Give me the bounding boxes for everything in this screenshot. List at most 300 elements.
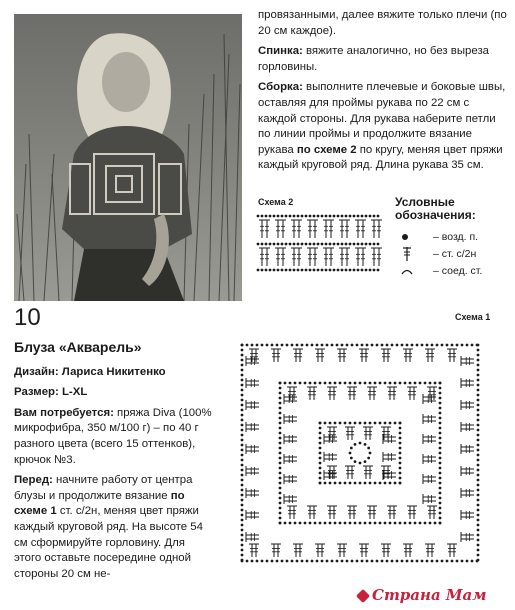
chain-stitch-dot xyxy=(477,354,480,357)
chain-stitch-dot xyxy=(477,484,480,487)
chain-stitch-dot xyxy=(477,554,480,557)
double-crochet-symbol xyxy=(367,466,373,479)
chain-stitch-dot xyxy=(309,522,312,525)
chain-stitch-icon xyxy=(395,232,433,242)
chain-stitch-dot xyxy=(279,517,282,520)
chain-stitch-dot xyxy=(321,344,324,347)
chain-stitch-dot xyxy=(337,269,340,272)
double-crochet-symbol xyxy=(323,220,329,238)
chain-stitch-dot xyxy=(284,382,287,385)
chain-stitch-dot xyxy=(369,422,372,425)
double-crochet-symbol xyxy=(259,220,265,238)
chain-stitch-dot xyxy=(353,243,356,246)
chain-stitch-dot xyxy=(251,560,254,563)
chain-stitch-dot xyxy=(241,414,244,417)
chain-stitch-dot xyxy=(333,215,336,218)
chain-stitch-dot xyxy=(241,464,244,467)
assembly-paragraph xyxy=(258,80,508,174)
chain-stitch-dot xyxy=(291,344,294,347)
double-crochet-symbol xyxy=(339,220,345,238)
chain-stitch-dot xyxy=(279,432,282,435)
chain-stitch-dot xyxy=(241,434,244,437)
double-crochet-symbol xyxy=(331,387,337,400)
chain-stitch-dot xyxy=(371,344,374,347)
chain-stitch-dot xyxy=(477,539,480,542)
chain-stitch-dot xyxy=(477,394,480,397)
chain-stitch-dot xyxy=(277,269,280,272)
chain-stitch-dot xyxy=(289,243,292,246)
chain-stitch-dot xyxy=(409,522,412,525)
chain-stitch-dot xyxy=(456,344,459,347)
chain-stitch-dot xyxy=(329,422,332,425)
chain-stitch-dot xyxy=(456,560,459,563)
chain-stitch-dot xyxy=(461,560,464,563)
chain-stitch-dot xyxy=(241,549,244,552)
chain-stitch-dot xyxy=(391,560,394,563)
chain-stitch-dot xyxy=(294,382,297,385)
chain-stitch-dot xyxy=(477,544,480,547)
chain-stitch-dot xyxy=(281,269,284,272)
chain-stitch-dot xyxy=(353,215,356,218)
chain-stitch-dot xyxy=(241,559,244,562)
chain-stitch-dot xyxy=(285,215,288,218)
double-crochet-symbol xyxy=(461,488,474,494)
double-crochet-symbol xyxy=(319,349,325,362)
chain-stitch-dot xyxy=(439,397,442,400)
chain-stitch-dot xyxy=(399,437,402,440)
chain-stitch-dot xyxy=(241,444,244,447)
double-crochet-symbol xyxy=(246,466,259,472)
front-text: начните работу от центра блузы и продолжите вязание xyxy=(14,474,193,502)
assembly-scheme-ref: по схеме 2 xyxy=(296,143,357,156)
chain-stitch-dot xyxy=(394,382,397,385)
double-crochet-symbol xyxy=(355,248,361,266)
chain-stitch-dot xyxy=(265,215,268,218)
chain-stitch-dot xyxy=(279,472,282,475)
legend-title xyxy=(395,196,510,222)
chain-stitch-dot xyxy=(325,243,328,246)
double-crochet-symbol xyxy=(360,248,366,266)
double-crochet-symbol xyxy=(411,387,417,400)
double-crochet-symbol xyxy=(246,492,259,498)
chain-stitch-dot xyxy=(317,215,320,218)
chain-stitch-dot xyxy=(273,269,276,272)
chain-stitch-dot xyxy=(349,522,352,525)
chain-stitch-dot xyxy=(414,382,417,385)
double-crochet-symbol xyxy=(423,434,436,440)
legend-item-slip-stitch xyxy=(395,262,510,279)
double-crochet-symbol xyxy=(407,387,413,400)
chain-stitch-dot xyxy=(439,452,442,455)
chain-stitch-dot xyxy=(466,344,469,347)
chain-stitch-dot xyxy=(349,452,352,455)
chain-stitch-dot xyxy=(326,560,329,563)
chain-stitch-dot xyxy=(269,269,272,272)
double-crochet-symbol xyxy=(349,466,355,479)
instructions-right-column xyxy=(258,8,508,179)
chain-stitch-dot xyxy=(314,382,317,385)
chain-stitch-dot xyxy=(394,522,397,525)
chain-stitch-dot xyxy=(329,382,332,385)
chain-stitch-dot xyxy=(241,479,244,482)
double-crochet-symbol xyxy=(461,510,474,516)
double-crochet-symbol xyxy=(293,349,299,362)
chain-stitch-dot xyxy=(319,427,322,430)
double-crochet-symbol xyxy=(403,544,409,557)
chain-stitch-dot xyxy=(439,407,442,410)
chain-stitch-dot xyxy=(324,522,327,525)
chain-stitch-dot xyxy=(376,344,379,347)
double-crochet-symbol xyxy=(363,349,369,362)
chain-stitch-dot xyxy=(419,522,422,525)
double-crochet-symbol xyxy=(275,248,281,266)
double-crochet-symbol xyxy=(345,466,351,479)
chain-stitch-dot xyxy=(399,457,402,460)
double-crochet-symbol xyxy=(423,498,436,504)
double-crochet-symbol xyxy=(461,448,474,454)
double-crochet-symbol xyxy=(275,544,281,557)
double-crochet-symbol xyxy=(447,544,453,557)
double-crochet-symbol xyxy=(385,544,391,557)
chain-stitch-dot xyxy=(477,479,480,482)
double-crochet-symbol xyxy=(339,248,345,266)
chain-stitch-dot xyxy=(477,344,480,347)
chain-stitch-dot xyxy=(306,560,309,563)
chain-stitch-dot xyxy=(305,269,308,272)
double-crochet-symbol xyxy=(296,220,302,238)
chain-stitch-dot xyxy=(439,422,442,425)
chain-stitch-dot xyxy=(389,522,392,525)
scheme1-title: Схема 1 xyxy=(455,312,491,322)
double-crochet-symbol xyxy=(451,349,457,362)
chain-stitch-dot xyxy=(350,447,353,450)
pattern-title: Блуза «Акварель» xyxy=(14,339,142,355)
double-crochet-symbol xyxy=(347,387,353,400)
double-crochet-symbol xyxy=(344,220,350,238)
front-text-end: ст. с/2н, меняя цвет пряжи каждый круговой ряд. На высоте 54 см сформируйте горловину. Для этого оставьте посередине одной стороны 20 см не- xyxy=(14,505,203,580)
chain-stitch-dot xyxy=(339,522,342,525)
double-crochet-symbol xyxy=(387,387,393,400)
chain-stitch-dot xyxy=(477,459,480,462)
chain-stitch-dot xyxy=(364,482,367,485)
chain-stitch-dot xyxy=(477,434,480,437)
chain-stitch-dot xyxy=(346,560,349,563)
chain-stitch-dot xyxy=(337,215,340,218)
scheme1-diagram xyxy=(212,322,508,584)
chain-stitch-dot xyxy=(439,457,442,460)
chain-stitch-dot xyxy=(361,269,364,272)
chain-stitch-dot xyxy=(439,447,442,450)
chain-stitch-dot xyxy=(477,409,480,412)
double-crochet-symbol xyxy=(284,434,297,440)
chain-stitch-dot xyxy=(416,344,419,347)
chain-stitch-dot xyxy=(477,469,480,472)
chain-stitch-dot xyxy=(311,344,314,347)
pattern-number: 10 xyxy=(14,304,41,331)
double-crochet-symbol xyxy=(275,349,281,362)
double-crochet-symbol xyxy=(284,458,297,464)
chain-stitch-dot xyxy=(341,215,344,218)
chain-stitch-dot xyxy=(269,215,272,218)
double-crochet-symbol xyxy=(253,544,259,557)
double-crochet-symbol xyxy=(337,544,343,557)
chain-stitch-dot xyxy=(351,344,354,347)
back-paragraph xyxy=(258,44,508,75)
chain-stitch-dot xyxy=(477,414,480,417)
chain-stitch-dot xyxy=(256,344,259,347)
double-crochet-symbol xyxy=(331,427,337,440)
chain-stitch-dot xyxy=(271,344,274,347)
double-crochet-symbol xyxy=(425,544,431,557)
double-crochet-symbol xyxy=(407,544,413,557)
chain-stitch-dot xyxy=(374,382,377,385)
double-crochet-symbol xyxy=(249,544,255,557)
chain-stitch-dot xyxy=(241,504,244,507)
double-crochet-symbol xyxy=(264,248,270,266)
chain-stitch-dot xyxy=(321,269,324,272)
chain-stitch-dot xyxy=(429,522,432,525)
chain-stitch-dot xyxy=(279,492,282,495)
double-crochet-symbol xyxy=(246,510,259,516)
chain-stitch-dot xyxy=(261,560,264,563)
double-crochet-symbol xyxy=(284,438,297,444)
double-crochet-symbol xyxy=(324,452,337,458)
chain-stitch-dot xyxy=(426,560,429,563)
chain-stitch-dot xyxy=(439,427,442,430)
chain-stitch-dot xyxy=(334,482,337,485)
chain-stitch-dot xyxy=(301,243,304,246)
double-crochet-symbol xyxy=(376,248,382,266)
chain-stitch-dot xyxy=(381,560,384,563)
double-crochet-symbol xyxy=(284,414,297,420)
chain-stitch-dot xyxy=(241,344,244,347)
chain-stitch-dot xyxy=(336,560,339,563)
double-crochet-symbol xyxy=(246,488,259,494)
chain-stitch-dot xyxy=(439,487,442,490)
chain-stitch-dot xyxy=(241,384,244,387)
chain-stitch-dot xyxy=(319,382,322,385)
double-crochet-symbol xyxy=(280,248,286,266)
double-crochet-symbol xyxy=(359,349,365,362)
chain-stitch-dot xyxy=(399,452,402,455)
chain-stitch-dot xyxy=(373,269,376,272)
chain-stitch-dot xyxy=(477,524,480,527)
double-crochet-symbol xyxy=(387,506,393,519)
chain-stitch-dot xyxy=(401,560,404,563)
chain-stitch-dot xyxy=(279,412,282,415)
double-crochet-symbol xyxy=(461,378,474,384)
double-crochet-symbol xyxy=(291,248,297,266)
chain-stitch-dot xyxy=(241,514,244,517)
double-crochet-symbol xyxy=(347,506,353,519)
chain-stitch-dot xyxy=(279,427,282,430)
chain-stitch-dot xyxy=(471,344,474,347)
double-crochet-symbol xyxy=(315,349,321,362)
chain-stitch-dot xyxy=(319,467,322,470)
chain-stitch-dot xyxy=(285,269,288,272)
double-crochet-symbol xyxy=(246,400,259,406)
chain-stitch-dot xyxy=(271,560,274,563)
double-crochet-symbol xyxy=(367,427,373,440)
chain-stitch-dot xyxy=(439,512,442,515)
chain-stitch-dot xyxy=(316,560,319,563)
chain-stitch-dot xyxy=(241,519,244,522)
chain-stitch-dot xyxy=(466,560,469,563)
double-crochet-symbol xyxy=(381,427,387,440)
chain-stitch-dot xyxy=(399,462,402,465)
chain-stitch-dot xyxy=(345,243,348,246)
chain-stitch-dot xyxy=(301,215,304,218)
chain-stitch-dot xyxy=(365,269,368,272)
double-crochet-symbol xyxy=(391,506,397,519)
double-crochet-symbol xyxy=(319,544,325,557)
chain-stitch-dot xyxy=(309,243,312,246)
double-crochet-symbol xyxy=(293,544,299,557)
chain-stitch-dot xyxy=(241,554,244,557)
chain-stitch-dot xyxy=(341,560,344,563)
chain-stitch-dot xyxy=(313,269,316,272)
chain-stitch-dot xyxy=(399,447,402,450)
chain-stitch-dot xyxy=(439,417,442,420)
double-crochet-symbol xyxy=(246,422,259,428)
chain-stitch-dot xyxy=(313,243,316,246)
chain-stitch-dot xyxy=(277,243,280,246)
chain-stitch-dot xyxy=(374,482,377,485)
chain-stitch-dot xyxy=(477,509,480,512)
chain-stitch-dot xyxy=(269,243,272,246)
chain-stitch-dot xyxy=(265,243,268,246)
double-crochet-symbol xyxy=(383,474,396,480)
double-crochet-symbol xyxy=(307,220,313,238)
chain-stitch-dot xyxy=(299,382,302,385)
chain-stitch-dot xyxy=(341,269,344,272)
double-crochet-symbol xyxy=(331,506,337,519)
double-crochet-symbol xyxy=(461,426,474,432)
chain-stitch-dot xyxy=(439,497,442,500)
double-crochet-symbol xyxy=(407,506,413,519)
double-crochet-symbol xyxy=(447,349,453,362)
double-crochet-symbol xyxy=(312,220,318,238)
materials-label: Вам потребуется: xyxy=(14,406,114,419)
chain-stitch-dot xyxy=(241,484,244,487)
chain-stitch-dot xyxy=(361,560,364,563)
double-crochet-symbol xyxy=(284,478,297,484)
legend-item-double-crochet xyxy=(395,245,510,262)
chain-stitch-dot xyxy=(279,487,282,490)
back-text: вяжите аналогично, но без выреза горловины. xyxy=(258,45,490,73)
chain-stitch-dot xyxy=(377,269,380,272)
double-crochet-symbol xyxy=(351,506,357,519)
double-crochet-symbol xyxy=(291,220,297,238)
legend-label-double-crochet: – ст. с/2н xyxy=(433,247,477,260)
chain-stitch-dot xyxy=(279,387,282,390)
chain-stitch-dot xyxy=(279,422,282,425)
double-crochet-symbol xyxy=(271,544,277,557)
size-value: L-XL xyxy=(58,386,88,399)
double-crochet-symbol xyxy=(311,387,317,400)
double-crochet-symbol xyxy=(363,466,369,479)
chain-stitch-dot xyxy=(319,472,322,475)
chain-stitch-dot xyxy=(344,482,347,485)
chain-stitch-dot xyxy=(324,382,327,385)
chain-stitch-dot xyxy=(477,369,480,372)
chain-stitch-dot xyxy=(297,243,300,246)
double-crochet-symbol xyxy=(431,387,437,400)
chain-stitch-dot xyxy=(365,243,368,246)
chain-stitch-dot xyxy=(279,482,282,485)
chain-stitch-dot xyxy=(324,422,327,425)
chain-stitch-dot xyxy=(349,482,352,485)
double-crochet-symbol xyxy=(337,349,343,362)
chain-stitch-dot xyxy=(293,243,296,246)
double-crochet-symbol xyxy=(275,220,281,238)
chain-stitch-dot xyxy=(361,243,364,246)
photo-illustration xyxy=(14,14,242,301)
double-crochet-symbol xyxy=(427,506,433,519)
chain-stitch-dot xyxy=(241,544,244,547)
chain-stitch-dot xyxy=(325,269,328,272)
chain-stitch-dot xyxy=(317,269,320,272)
double-crochet-symbol xyxy=(371,506,377,519)
legend-label-slip-stitch: – соед. ст. xyxy=(433,264,483,277)
chain-stitch-dot xyxy=(319,447,322,450)
chain-stitch-dot xyxy=(477,454,480,457)
double-crochet-symbol xyxy=(425,349,431,362)
front-label: Перед: xyxy=(14,474,53,487)
chain-stitch-dot xyxy=(305,215,308,218)
chain-stitch-dot xyxy=(293,215,296,218)
chain-stitch-dot xyxy=(279,402,282,405)
chain-stitch-dot xyxy=(386,344,389,347)
chain-stitch-dot xyxy=(279,382,282,385)
chain-stitch-dot xyxy=(314,522,317,525)
double-crochet-symbol xyxy=(383,438,396,444)
chain-stitch-dot xyxy=(424,522,427,525)
chain-stitch-dot xyxy=(241,429,244,432)
chain-stitch-dot xyxy=(399,467,402,470)
chain-stitch-dot xyxy=(276,344,279,347)
chain-stitch-dot xyxy=(354,460,357,463)
chain-stitch-dot xyxy=(369,382,372,385)
chain-stitch-dot xyxy=(241,409,244,412)
chain-stitch-dot xyxy=(371,560,374,563)
double-crochet-symbol xyxy=(307,506,313,519)
continuation-paragraph xyxy=(258,8,508,39)
chain-stitch-dot xyxy=(434,382,437,385)
chain-stitch-dot xyxy=(241,439,244,442)
double-crochet-symbol xyxy=(246,404,259,410)
chain-stitch-dot xyxy=(241,349,244,352)
double-crochet-symbol xyxy=(371,387,377,400)
double-crochet-symbol xyxy=(307,248,313,266)
double-crochet-symbol xyxy=(284,498,297,504)
chain-stitch-dot xyxy=(361,344,364,347)
chain-stitch-dot xyxy=(439,482,442,485)
chain-stitch-dot xyxy=(279,417,282,420)
chain-stitch-dot xyxy=(439,382,442,385)
chain-stitch-dot xyxy=(329,522,332,525)
chain-stitch-dot xyxy=(329,243,332,246)
chain-stitch-dot xyxy=(311,560,314,563)
chain-stitch-dot xyxy=(426,344,429,347)
chain-stitch-dot xyxy=(284,522,287,525)
chain-stitch-dot xyxy=(477,424,480,427)
chain-stitch-dot xyxy=(241,474,244,477)
chain-stitch-dot xyxy=(439,432,442,435)
chain-stitch-dot xyxy=(334,382,337,385)
chain-stitch-dot xyxy=(296,560,299,563)
chain-stitch-dot xyxy=(251,344,254,347)
